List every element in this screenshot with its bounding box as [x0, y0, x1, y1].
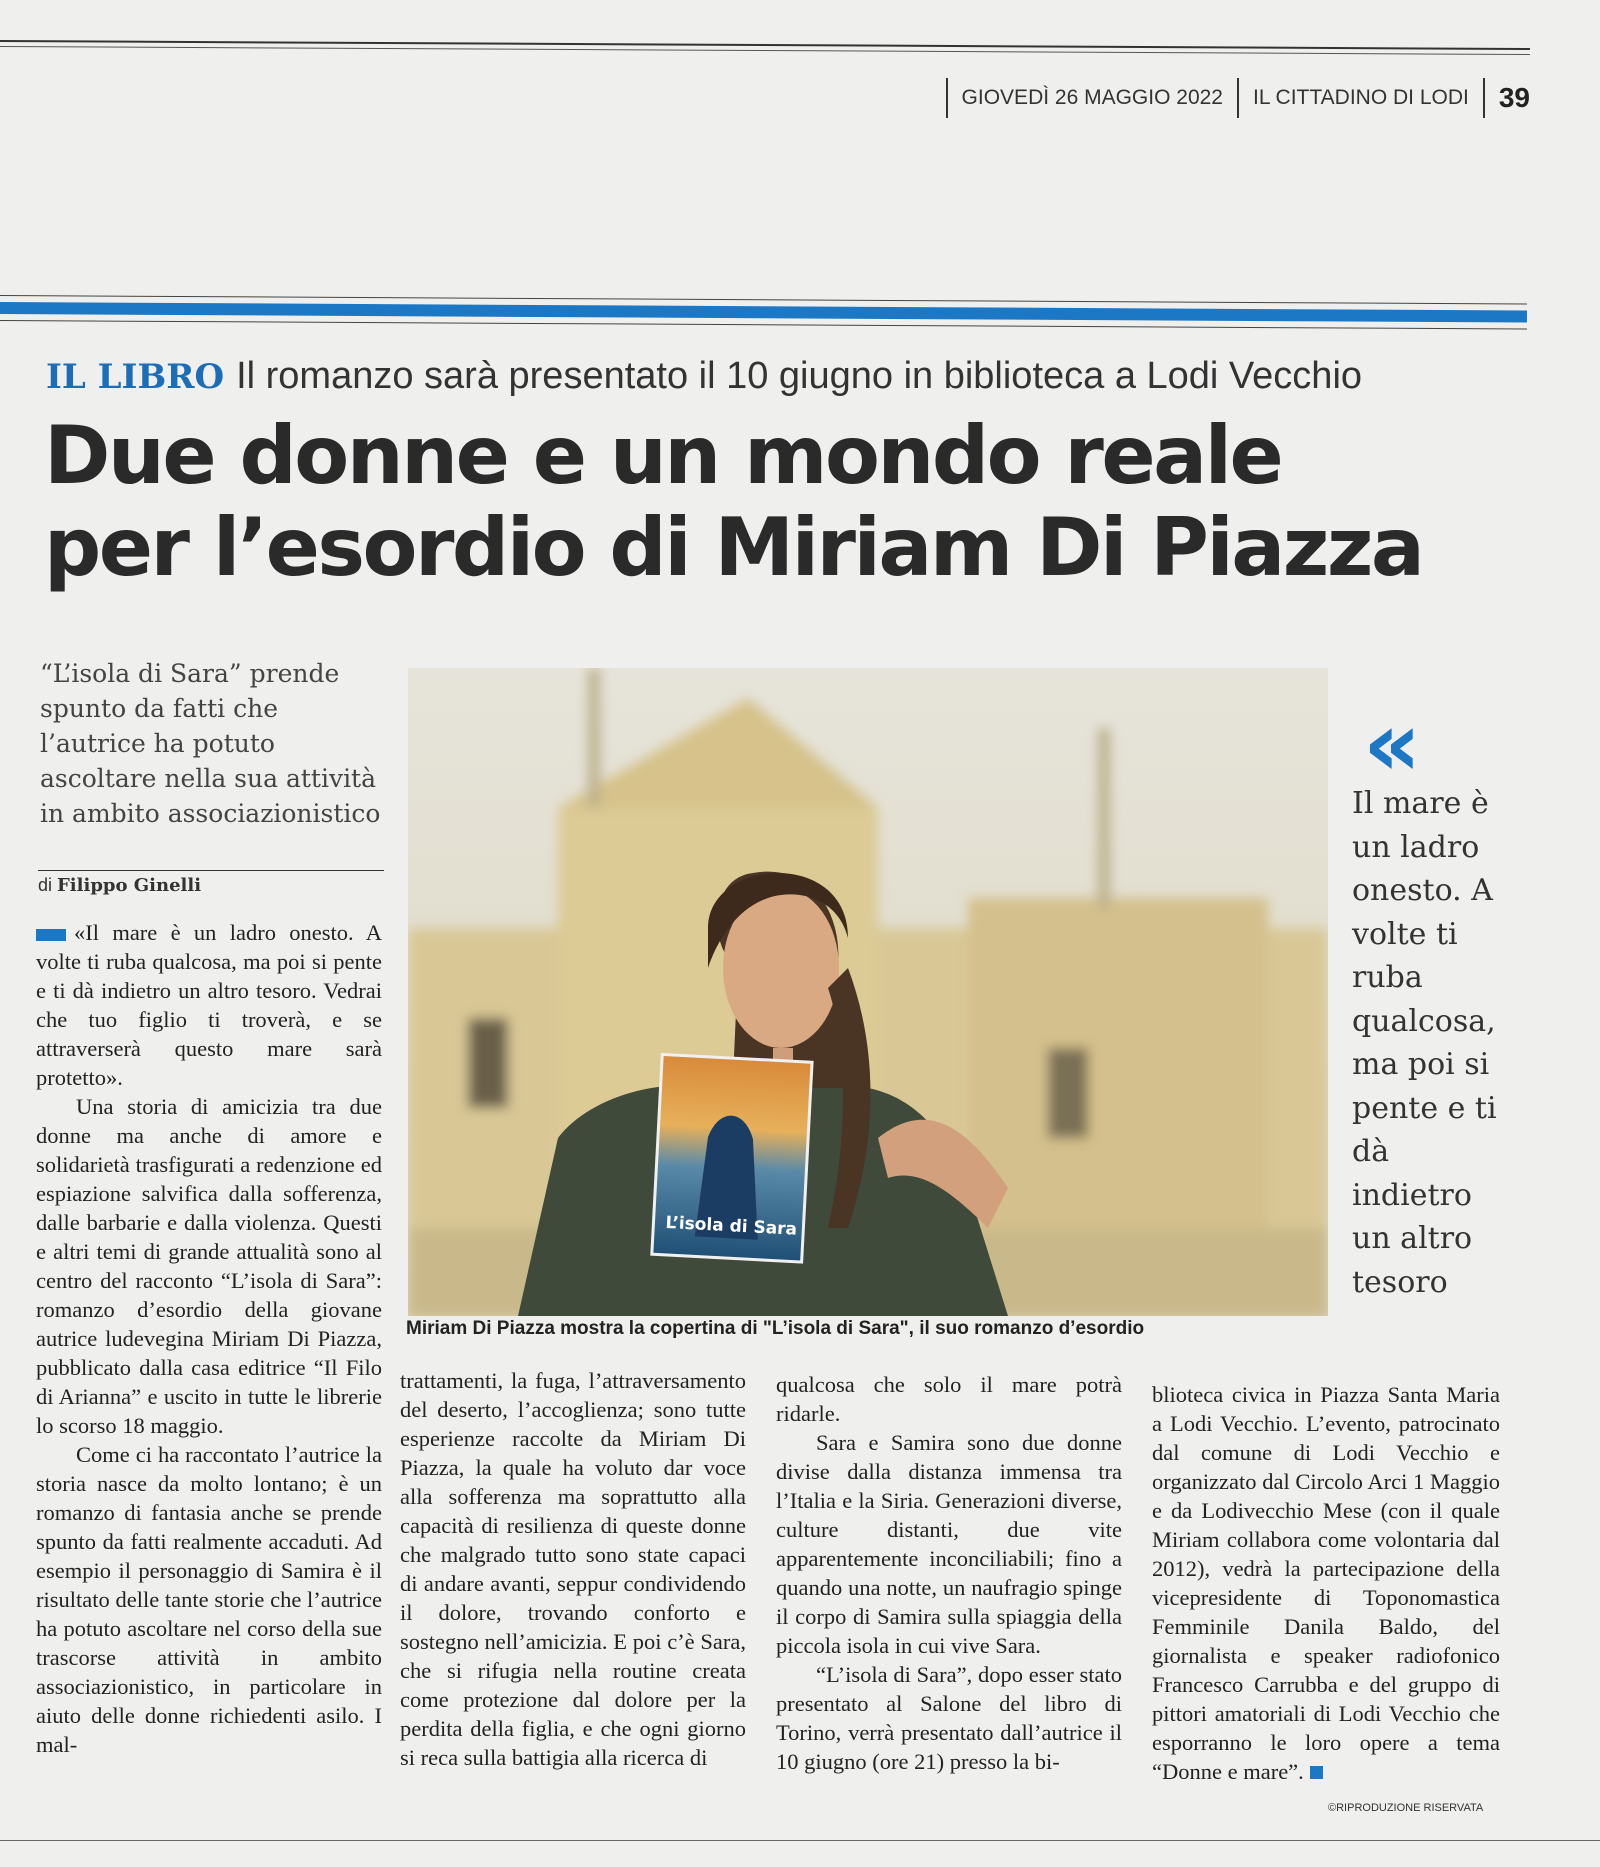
page-number: 39 — [1498, 82, 1530, 113]
byline-rule — [38, 870, 384, 871]
headline-line: per l’esordio di Miriam Di Piazza — [44, 501, 1423, 594]
paragraph: Una storia di amicizia tra due donne ma anche di amore e solidarietà trasfigurati a redenzione ed espiazione salvifica dalla sofferenza, dalle barbarie e dalla violenza. Questi e altri temi di grande attualità sono al centro del racconto “L’isola di Sara”: romanzo d’esordio della giovane autrice ludevegina Miriam Di Piazza, pubblicato dalla casa editrice “Il Filo di Arianna” e uscito in tutte le librerie lo scorso 18 maggio. — [36, 1094, 382, 1438]
header-date: GIOVEDÌ 26 MAGGIO 2022 — [961, 86, 1223, 109]
paragraph-text: «Il mare è un ladro onesto. A volte ti ruba qualcosa, ma poi si pente e ti dà indietro un altro tesoro. Vedrai che tuo figlio ti troverà, e se attraverserà questo mare sarà protetto». — [36, 920, 382, 1090]
paragraph: Sara e Samira sono due donne divise dalla distanza immensa tra l’Italia e la Siria. Generazioni diverse, culture distanti, due vite apparentemente inconciliabili; fino a quando una notte, un naufragio spinge il corpo di Samira sulla spiaggia della piccola isola in cui vive Sara. — [776, 1430, 1122, 1658]
page-header — [932, 78, 1530, 118]
photo-illustration — [408, 668, 1328, 1316]
standfirst: “L’isola di Sara” prende spunto da fatti che l’autrice ha potuto ascoltare nella sua attività in ambito associazionistico — [40, 659, 381, 828]
book-cover — [652, 1054, 812, 1262]
byline-prefix: di — [38, 875, 53, 895]
article-column-1 — [36, 918, 382, 1759]
kicker-text: Il romanzo sarà presentato il 10 giugno in biblioteca a Lodi Vecchio — [236, 355, 1363, 397]
article-photo — [408, 668, 1328, 1316]
header-separator — [1237, 78, 1239, 118]
section-bar — [0, 302, 1527, 323]
paragraph — [36, 918, 382, 1092]
article-column-3 — [776, 1370, 1122, 1776]
paragraph-text: blioteca civica in Piazza Santa Maria a Lodi Vecchio. L’evento, patrocinato dal comune di Lodi Vecchio e organizzato dal Circolo Arci 1 Maggio e da Lodivecchio Mese (con il quale Miriam collabora come volontaria dal 2012), vedrà la partecipazione della vicepresidente di Toponomastica Femminile Danila Baldo, del giornalista e speaker radiofonico Francesco Carrubba e del gruppo di pittori amatoriali di Lodi Vecchio che esporranno le loro opere a tema “Donne e mare”. — [1152, 1382, 1500, 1784]
byline-author: Filippo Ginelli — [57, 875, 202, 896]
copyright-notice: ©RIPRODUZIONE RISERVATA — [1328, 1802, 1484, 1814]
headline — [44, 410, 1422, 594]
kicker — [46, 355, 1362, 398]
paragraph — [1152, 1380, 1500, 1786]
headline-line: Due donne e un mondo reale — [44, 409, 1282, 502]
article-column-2 — [400, 1366, 746, 1772]
top-rule — [0, 40, 1530, 50]
end-of-article-marker — [1310, 1766, 1323, 1779]
article-column-4 — [1152, 1380, 1500, 1786]
header-newspaper: IL CITTADINO DI LODI — [1252, 86, 1469, 109]
bottom-rule — [0, 1840, 1600, 1841]
header-separator — [1483, 78, 1485, 118]
paragraph: qualcosa che solo il mare potrà ridarle. — [776, 1372, 1122, 1426]
header-separator — [946, 78, 948, 118]
byline — [38, 875, 201, 896]
photo-caption: Miriam Di Piazza mostra la copertina di "L’isola di Sara", il suo romanzo d’esordio — [406, 1318, 1145, 1339]
quote-mark-icon: « — [1363, 692, 1422, 797]
section-rule — [0, 320, 1527, 330]
section-tag: IL LIBRO — [46, 357, 225, 397]
book-cover-title: L’isola di Sara — [664, 1212, 798, 1240]
pull-quote: Il mare è un ladro onesto. A volte ti ruba qualcosa, ma poi si pente e ti dà indietro un altro tesoro — [1352, 786, 1497, 1300]
paragraph: Come ci ha raccontato l’autrice la storia nasce da molto lontano; è un romanzo di fantasia anche se prende spunto da fatti realmente accaduti. Ad esempio il personaggio di Samira è il risultato delle tante storie che l’autrice ha potuto ascoltare nel corso della sue trascorse attività in ambito associazionistico, in particolare in aiuto delle donne richiedenti asilo. I mal- — [36, 1442, 382, 1757]
paragraph: trattamenti, la fuga, l’attraversamento del deserto, l’accoglienza; sono tutte esperienze raccolte da Miriam Di Piazza, la quale ha voluto dar voce alla sofferenza ma soprattutto alla capacità di resilienza di queste donne che malgrado tutto sono state capaci di andare avanti, seppur condividendo il dolore, trovando conforto e sostegno nell’amicizia. E poi c’è Sara, che si rifugia nella routine creata come protezione dal dolore per la perdita della figlia, e che ogni giorno si reca sulla battigia alla ricerca di — [400, 1368, 746, 1770]
lead-marker — [36, 929, 66, 941]
paragraph: “L’isola di Sara”, dopo esser stato presentato al Salone del libro di Torino, verrà presentato dall’autrice il 10 giugno (ore 21) presso la bi- — [776, 1662, 1122, 1774]
